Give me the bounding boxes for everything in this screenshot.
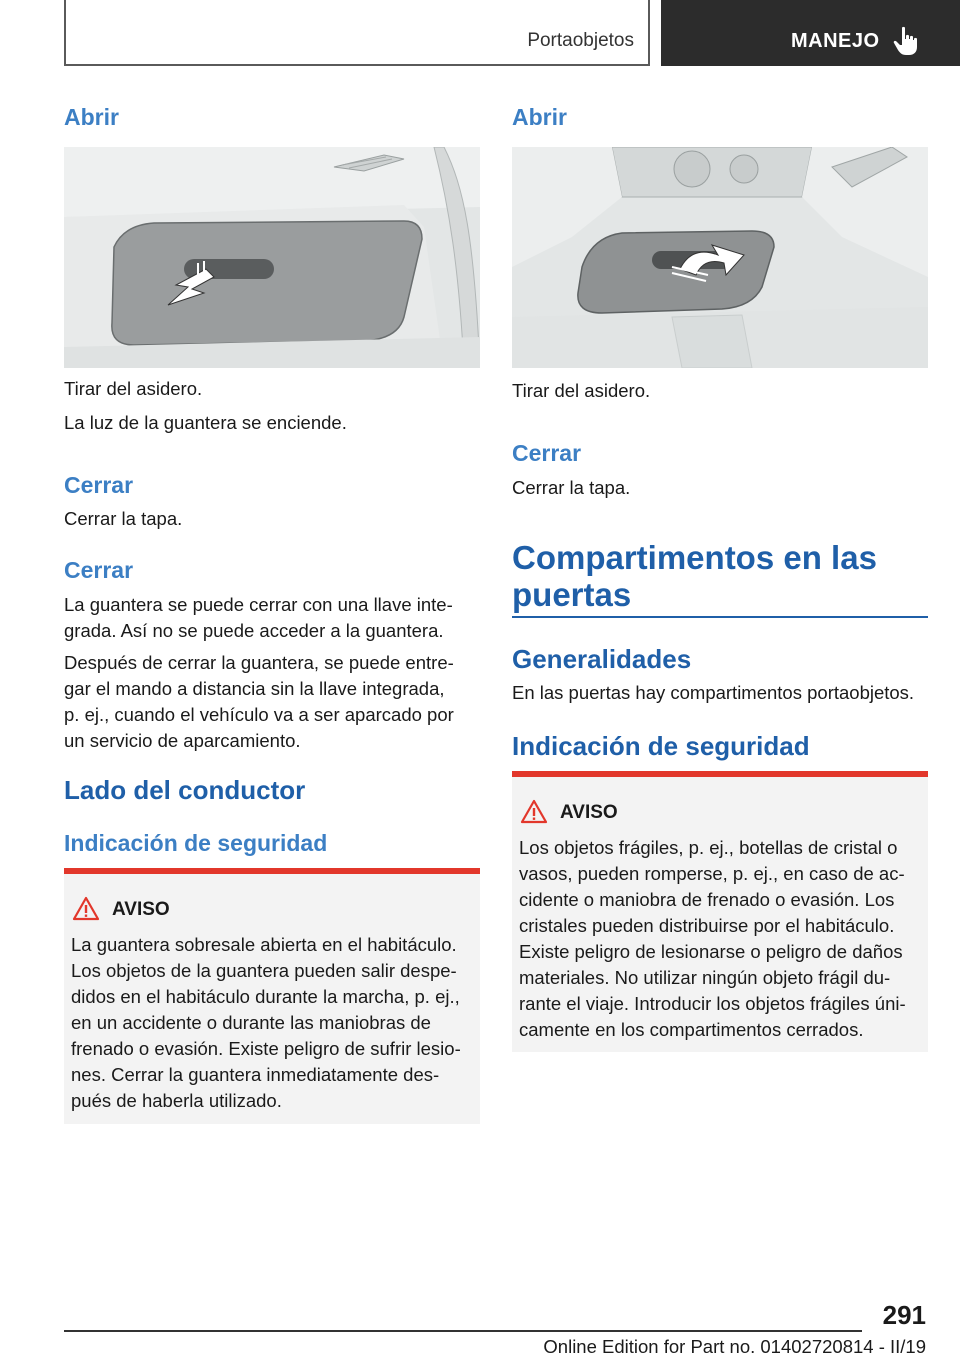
warning-label-left: AVISO xyxy=(112,899,170,920)
text-cerrar2-line1: La guantera se puede cerrar con una llave inte- xyxy=(64,594,453,615)
warning-label-right: AVISO xyxy=(560,802,618,823)
driver-compartment-illustration xyxy=(512,147,928,368)
footer-divider xyxy=(64,1330,862,1332)
warning-line: pués de haberla utilizado. xyxy=(71,1090,282,1111)
glovebox-handle-illustration xyxy=(64,147,480,368)
warning-line: cristales pueden distribuirse por el habitáculo. xyxy=(519,915,895,936)
text-despues-line2: gar el mando a distancia sin la llave integrada, xyxy=(64,678,445,699)
heading-compartimentos-line1: Compartimentos en las xyxy=(512,539,877,576)
heading-abrir-right: Abrir xyxy=(512,104,567,130)
glovebox-figure-right xyxy=(512,147,928,368)
text-tirar-left: Tirar del asidero. xyxy=(64,378,203,399)
text-cerrar-left-1: Cerrar la tapa. xyxy=(64,508,183,529)
text-luz: La luz de la guantera se enciende. xyxy=(64,412,347,433)
warning-header-left xyxy=(64,896,480,920)
warning-line: Existe peligro de lesionarse o peligro de daños xyxy=(519,941,903,962)
heading-cerrar-right: Cerrar xyxy=(512,440,582,466)
warning-box-left xyxy=(64,868,480,1124)
footer-edition: Online Edition for Part no. 01402720814 - II/19 xyxy=(543,1336,926,1357)
heading-seguridad-right: Indicación de seguridad xyxy=(512,731,810,761)
warning-box-right xyxy=(512,771,928,1052)
heading-cerrar-left-1: Cerrar xyxy=(64,472,134,498)
header-chapter-tab xyxy=(661,0,960,66)
text-generalidades: En las puertas hay compartimentos portaobjetos. xyxy=(512,682,915,703)
warning-line: La guantera sobresale abierta en el habitáculo. xyxy=(71,934,457,955)
heading-abrir-left: Abrir xyxy=(64,104,119,130)
heading-lado-conductor: Lado del conductor xyxy=(64,775,306,805)
heading-cerrar-left-2: Cerrar xyxy=(64,557,134,583)
page-number: 291 xyxy=(882,1300,926,1330)
text-despues-line3: p. ej., cuando el vehículo va a ser aparcado por xyxy=(64,704,454,725)
warning-line: nes. Cerrar la guantera inmediatamente des- xyxy=(71,1064,440,1085)
warning-line: materiales. No utilizar ningún objeto frágil du- xyxy=(519,967,891,988)
text-despues-line1: Después de cerrar la guantera, se puede entre- xyxy=(64,652,454,673)
warning-triangle-icon xyxy=(72,896,100,921)
text-cerrar-right: Cerrar la tapa. xyxy=(512,477,631,498)
text-despues-line4: un servicio de aparcamiento. xyxy=(64,730,301,751)
pointing-hand-icon xyxy=(893,26,919,56)
glovebox-figure-left xyxy=(64,147,480,368)
header-section-label: Portaobjetos xyxy=(527,30,634,51)
warning-line: cidente o maniobra de frenado o evasión. Los xyxy=(519,889,895,910)
warning-line: frenado o evasión. Existe peligro de sufrir lesio- xyxy=(71,1038,461,1059)
warning-header-right xyxy=(512,799,928,823)
heading-generalidades: Generalidades xyxy=(512,644,692,674)
warning-line: vasos, pueden romperse, p. ej., en caso de ac- xyxy=(519,863,905,884)
text-tirar-right: Tirar del asidero. xyxy=(512,380,651,401)
warning-line: camente en los compartimentos cerrados. xyxy=(519,1019,864,1040)
warning-line: Los objetos de la guantera pueden salir despe- xyxy=(71,960,457,981)
header-section-tab xyxy=(64,0,650,66)
header-chapter-label: MANEJO xyxy=(791,30,880,52)
heading-compartimentos-line2: puertas xyxy=(512,576,632,613)
warning-line: Los objetos frágiles, p. ej., botellas de cristal o xyxy=(519,837,898,858)
heading-seguridad-left: Indicación de seguridad xyxy=(64,830,328,856)
warning-line: rante el viaje. Introducir los objetos frágiles úni- xyxy=(519,993,906,1014)
warning-line: en un accidente o durante las maniobras de xyxy=(71,1012,431,1033)
text-cerrar2-line2: grada. Así no se puede acceder a la guantera. xyxy=(64,620,444,641)
section-divider xyxy=(512,616,928,618)
warning-triangle-icon xyxy=(520,799,548,824)
warning-line: didos en el habitáculo durante la marcha, p. ej., xyxy=(71,986,460,1007)
